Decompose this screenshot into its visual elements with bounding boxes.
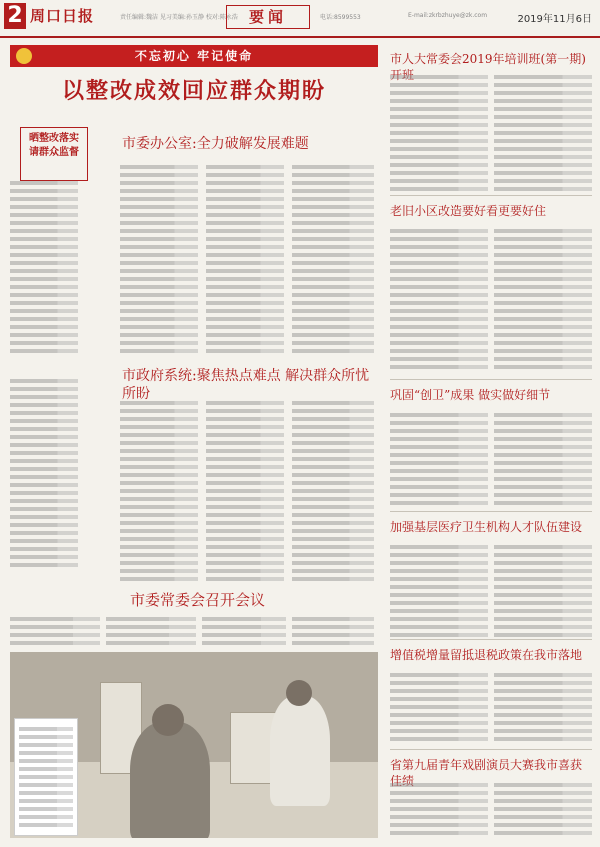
column-divider — [390, 511, 592, 512]
sub-heading-2: 市政府系统:聚焦热点难点 解决群众所忧所盼 — [122, 368, 370, 402]
body-text-block — [206, 161, 284, 361]
caption-text — [19, 723, 73, 831]
article-body — [494, 779, 592, 839]
side-box — [20, 127, 88, 181]
side-box-line-2: 请群众监督 — [29, 147, 79, 158]
body-text-block — [10, 613, 100, 645]
article-body — [390, 71, 488, 191]
photo-caption-box — [14, 718, 78, 836]
article-body — [494, 71, 592, 191]
article-headline: 省第九届青年戏剧演员大赛我市喜获佳绩 — [390, 758, 583, 788]
column-divider — [390, 195, 592, 196]
article-body — [390, 225, 488, 375]
body-text-block — [292, 613, 374, 645]
paper-name: 周口日报 — [30, 7, 95, 25]
article-body — [494, 541, 592, 641]
column-divider — [390, 749, 592, 750]
photo-person — [270, 696, 330, 806]
sub-heading-3: 市委常委会召开会议 — [130, 591, 266, 609]
feature-ribbon — [10, 45, 378, 67]
photo-person — [130, 722, 210, 838]
body-text-block — [202, 613, 286, 645]
feature-headline: 以整改成效回应群众期盼 — [61, 78, 326, 104]
article-headline: 老旧小区改造要好看更要好住 — [390, 204, 547, 218]
column-divider — [390, 639, 592, 640]
body-text-block — [206, 397, 284, 585]
photo-person-head — [286, 680, 312, 706]
article-body — [494, 669, 592, 745]
section-title: 要闻 — [226, 5, 310, 29]
photo-person-head — [152, 704, 184, 736]
article-body — [390, 409, 488, 509]
article-headline: 加强基层医疗卫生机构人才队伍建设 — [390, 520, 583, 534]
body-text-block — [10, 375, 78, 575]
masthead — [0, 0, 600, 38]
sub-heading-1: 市委办公室:全力破解发展难题 — [122, 136, 309, 152]
right-column — [390, 45, 592, 845]
article-body — [390, 541, 488, 641]
article-headline: 巩固“创卫”成果 做实做好细节 — [390, 388, 551, 402]
article-body — [390, 779, 488, 839]
page-number: 2 — [4, 3, 26, 29]
email: E-mail:zkrbzhuye@zk.com — [408, 12, 488, 19]
article-body — [494, 225, 592, 375]
editors-line: 责任编辑:魏洁 见习美编:孙玉静 校对:陈永浩 — [120, 14, 238, 21]
column-divider — [390, 379, 592, 380]
feature-article — [10, 45, 378, 645]
article-headline: 增值税增量留抵退税政策在我市落地 — [390, 648, 583, 662]
article-body — [390, 669, 488, 745]
hotline: 电话:8599553 — [320, 14, 361, 21]
body-text-block — [292, 161, 374, 361]
issue-date: 2019年11月6日 — [517, 14, 592, 25]
article-body — [494, 409, 592, 509]
party-emblem-icon — [16, 48, 32, 64]
body-text-block — [106, 613, 196, 645]
body-text-block — [120, 397, 198, 585]
body-text-block — [120, 161, 198, 361]
body-text-block — [292, 397, 374, 585]
article-headline: 市人大常委会2019年培训班(第一期)开班 — [390, 52, 586, 82]
side-box-line-1: 晒整改落实 — [29, 133, 79, 144]
ribbon-label: 不忘初心 牢记使命 — [134, 49, 254, 63]
body-text-block — [10, 177, 78, 357]
